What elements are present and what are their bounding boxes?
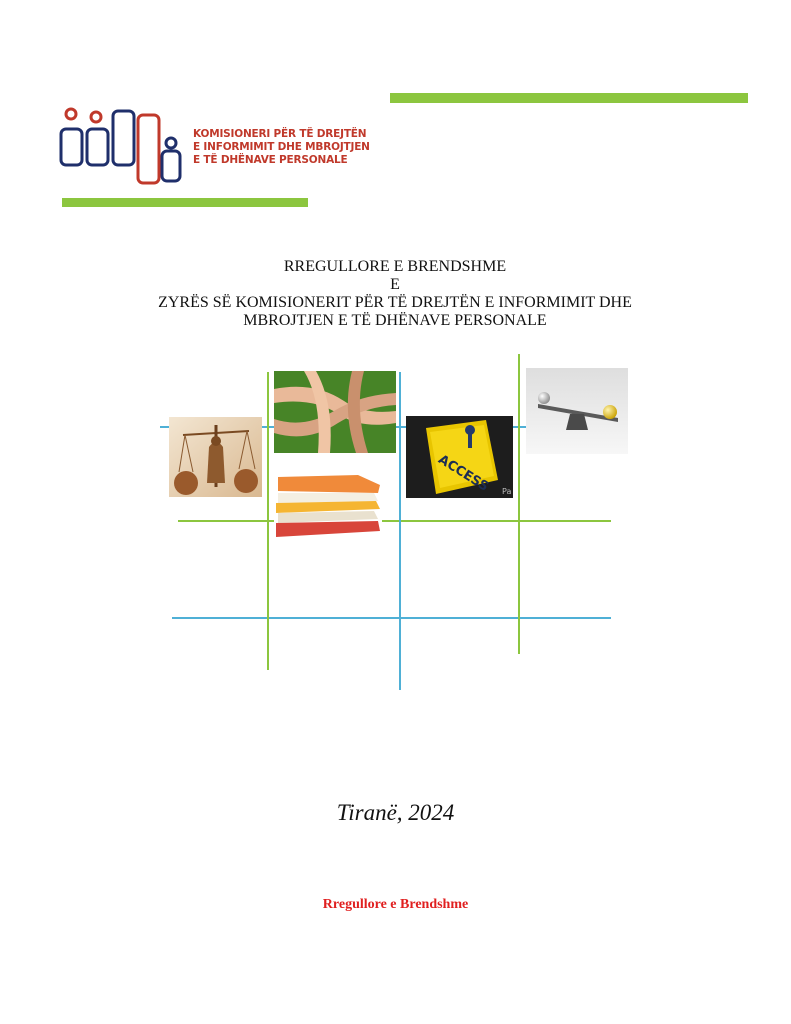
access-small-label: Pa bbox=[502, 487, 512, 496]
access-key-image bbox=[406, 416, 513, 498]
justice-scales-image bbox=[169, 417, 262, 497]
joined-hands-image bbox=[274, 371, 396, 453]
blue-line-bottom bbox=[172, 617, 611, 619]
organization-name bbox=[193, 128, 453, 167]
green-line-right bbox=[518, 354, 520, 654]
blue-line-center bbox=[399, 372, 401, 690]
folders-image bbox=[274, 471, 382, 539]
title-line-2: E bbox=[390, 276, 400, 293]
org-line-1: KOMISIONERI PËR TË DREJTËN bbox=[193, 128, 367, 140]
green-line-middle bbox=[178, 520, 611, 522]
footer-title: Rregullore e Brendshme bbox=[322, 897, 469, 912]
document-title bbox=[100, 258, 690, 330]
title-line-3: ZYRËS SË KOMISIONERIT PËR TË DREJTËN E INFORMIMIT DHE bbox=[158, 294, 632, 311]
green-bar-top bbox=[390, 93, 748, 103]
balance-seesaw-image bbox=[526, 368, 628, 454]
place-and-year: Tiranë, 2024 bbox=[336, 800, 455, 825]
green-bar-bottom bbox=[62, 198, 308, 207]
title-line-1: RREGULLORE E BRENDSHME bbox=[283, 258, 507, 275]
green-line-left bbox=[267, 372, 269, 670]
idp-logo bbox=[58, 105, 183, 187]
title-line-4: MBROJTJEN E TË DHËNAVE PERSONALE bbox=[243, 312, 547, 329]
access-label: ACCESS bbox=[435, 452, 492, 495]
org-line-3: E TË DHËNAVE PERSONALE bbox=[193, 154, 348, 166]
org-line-2: E INFORMIMIT DHE MBROJTJEN bbox=[193, 141, 370, 153]
